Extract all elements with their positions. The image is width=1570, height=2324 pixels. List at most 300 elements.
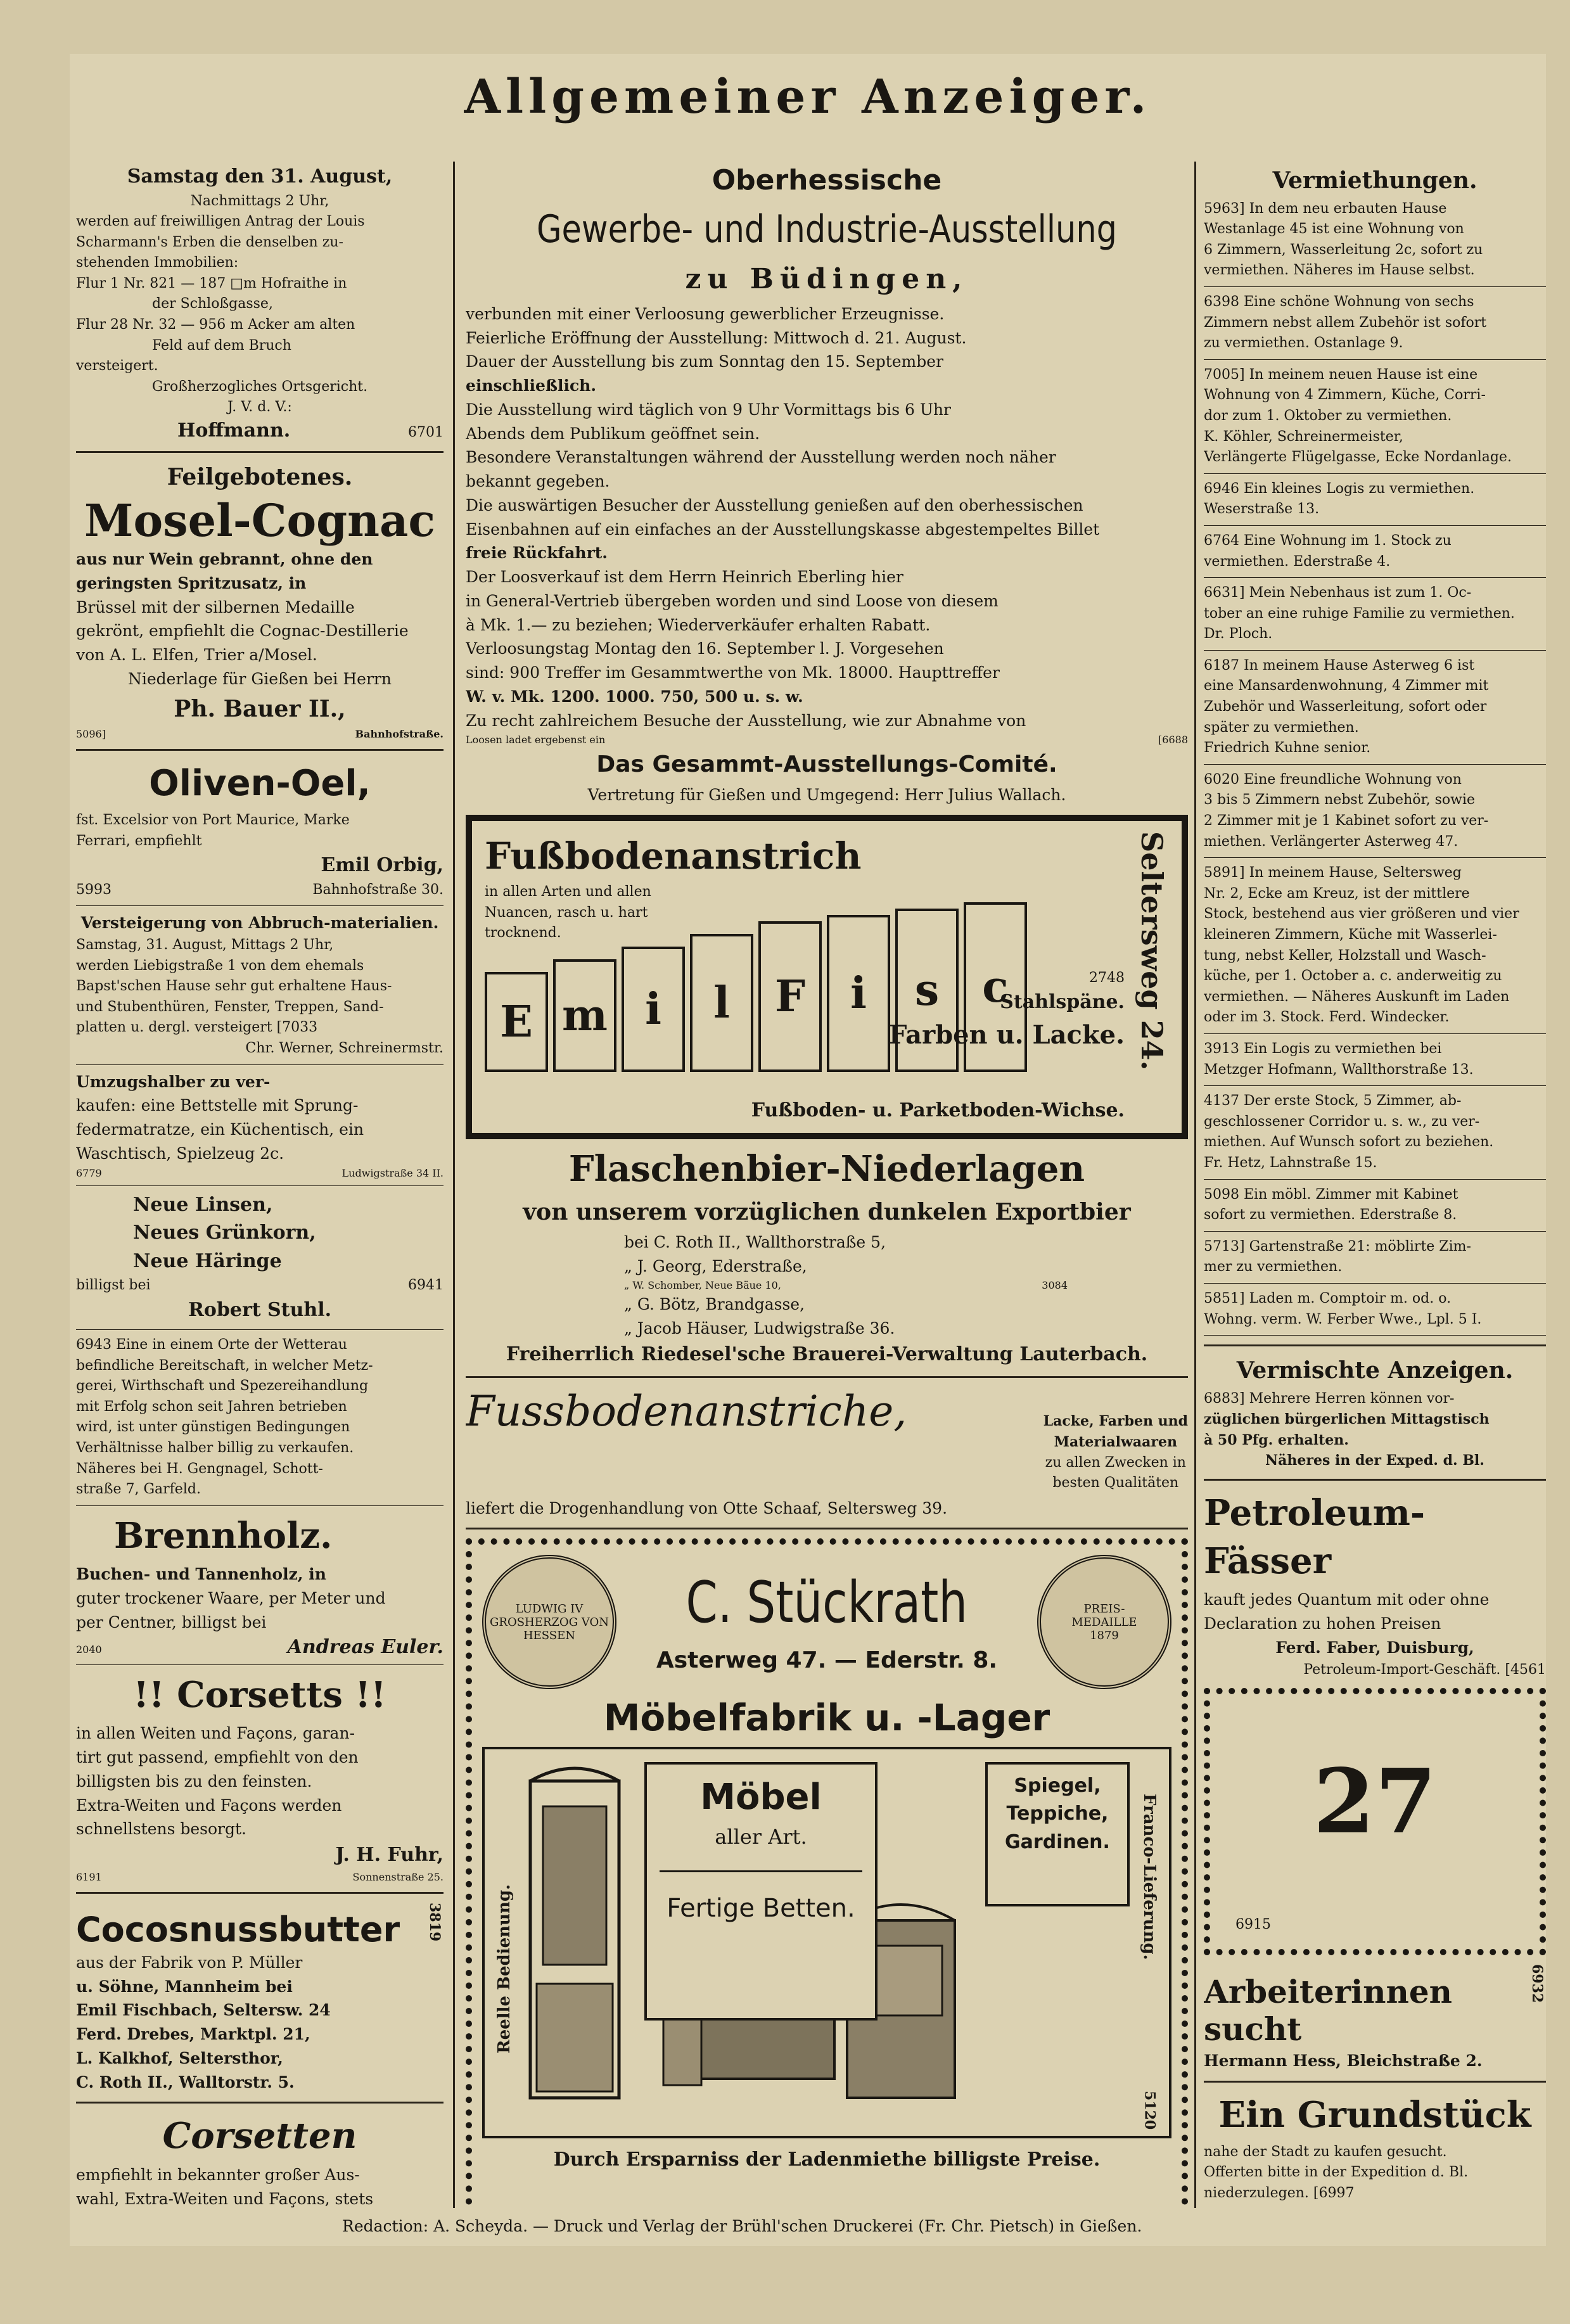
rental-line: Zubehör und Wasserleitung, sofort oder <box>1204 699 1487 715</box>
divider <box>76 1664 444 1665</box>
corsetts-line: in allen Weiten und Façons, garan- <box>76 1724 355 1743</box>
corsetten-line: wahl, Extra-Weiten und Façons, stets <box>76 2189 374 2208</box>
exhibition-line: verbunden mit einer Verloosung gewerblicher Erzeugnisse. <box>466 304 945 323</box>
ad-number: 6941 <box>408 1277 444 1293</box>
stueckrath-title: Möbelfabrik u. -Lager <box>603 1696 1050 1740</box>
auction-date: Samstag den 31. August, <box>127 165 393 188</box>
demolition-line: Bapst'schen Hause sehr gut erhaltene Haus- <box>76 978 392 995</box>
exhibition-line: W. v. Mk. 1200. 1000. 750, 500 u. s. w. <box>466 687 803 706</box>
corsetts-address: Sonnenstraße 25. <box>352 1870 444 1883</box>
rental-line: miethen. Verlängerter Asterweg 47. <box>1204 833 1458 850</box>
floor-paint-steelwool: Stahlspäne. <box>1000 991 1125 1014</box>
medal-right-icon <box>1037 1555 1171 1689</box>
newspaper-page <box>70 54 1546 2246</box>
ad-number: 6191 <box>76 1870 102 1883</box>
rental-ad <box>1204 366 1546 467</box>
workers-text: Hermann Hess, Bleichstraße 2. <box>1204 2052 1483 2071</box>
ad-number: 6779 <box>76 1166 102 1179</box>
rental-line: Nr. 2, Ecke am Kreuz, ist der mittlere <box>1204 885 1470 902</box>
corsetts-title: !! Corsetts !! <box>133 1673 386 1716</box>
schaaf-drugstore: liefert die Drogenhandlung von Otte Schaaf, Seltersweg 39. <box>466 1498 948 1517</box>
medal-left-icon <box>482 1555 616 1689</box>
divider <box>1204 1231 1546 1232</box>
exhibition-title: Gewerbe- und Industrie-Ausstellung <box>536 207 1118 252</box>
rental-ad <box>1204 532 1546 571</box>
corsetten-title: Corsetten <box>162 2115 357 2157</box>
stair-letter: l <box>690 934 753 1072</box>
mirror-label: Gardinen. <box>1005 1830 1110 1853</box>
exhibition-line: Der Loosverkauf ist dem Herrn Heinrich Eberling hier <box>466 568 903 587</box>
ad-number: 5096] <box>76 728 106 741</box>
rental-line: Weserstraße 13. <box>1204 501 1320 518</box>
exhibition-heading: Oberhessische <box>712 164 942 196</box>
auction-line: versteigert. <box>76 358 158 374</box>
corsetts-vendor: J. H. Fuhr, <box>335 1844 444 1867</box>
auction-line: Feld auf dem Bruch <box>152 337 291 354</box>
exhibition-line: in General-Vertrieb übergeben worden und sind Loose von diesem <box>466 591 999 610</box>
divider <box>1204 2081 1546 2083</box>
coconut-butter-ad <box>76 1903 444 2093</box>
divider <box>1204 577 1546 578</box>
rental-ad <box>1204 584 1546 644</box>
schaaf-ad <box>466 1387 1188 1519</box>
auction-line: Flur 1 Nr. 821 — 187 □m Hofraithe in <box>76 275 347 291</box>
divider <box>76 451 444 453</box>
petroleum-line: Petroleum-Import-Geschäft. [4561 <box>1303 1661 1546 1678</box>
business-line: Verhältnisse halber billig zu verkaufen. <box>76 1440 354 1457</box>
auction-line: Flur 28 Nr. 32 — 956 m Acker am alten <box>76 317 355 333</box>
business-line: befindliche Bereitschaft, in welcher Metz- <box>76 1357 373 1374</box>
stair-letter: F <box>758 921 822 1072</box>
divider <box>1204 857 1546 858</box>
business-line: Näheres bei H. Gengnagel, Schott- <box>76 1460 323 1477</box>
exhibition-line: Abends dem Publikum geöffnet sein. <box>466 424 760 443</box>
rental-line: Zimmern nebst allem Zubehör ist sofort <box>1204 314 1487 331</box>
ad-number: 6915 <box>1235 1916 1271 1932</box>
beer-depot: „ J. Georg, Ederstraße, <box>624 1256 807 1275</box>
rental-line: zu vermiethen. Ostanlage 9. <box>1204 335 1403 352</box>
demolition-line: Samstag, 31. August, Mittags 2 Uhr, <box>76 936 334 953</box>
demolition-title: Versteigerung von Abbruch-materialien. <box>80 914 439 933</box>
firewood-line: guter trockener Waare, per Meter und <box>76 1589 386 1608</box>
land-ad <box>1204 2091 1546 2202</box>
rental-line: sofort zu vermiethen. Ederstraße 8. <box>1204 1207 1457 1223</box>
exhibition-line: Die Ausstellung wird täglich von 9 Uhr Vormittags bis 6 Uhr <box>466 400 952 419</box>
divider <box>76 1064 444 1065</box>
stueckrath-name: C. Stückrath <box>686 1569 968 1637</box>
coconut-line: u. Söhne, Mannheim bei <box>76 1977 293 1996</box>
beer-depot: „ G. Bötz, Brandgasse, <box>624 1295 805 1314</box>
exhibition-line: Dauer der Ausstellung bis zum Sonntag den 15. September <box>466 352 943 371</box>
stueckrath-showroom <box>482 1747 1171 2138</box>
exhibition-line: Besondere Veranstaltungen während der Ausstellung werden noch näher <box>466 448 1056 467</box>
beds-label: Fertige Betten. <box>667 1893 855 1923</box>
column-rule-left <box>453 162 455 2208</box>
ad-number: [6688 <box>1158 734 1188 746</box>
ad-number: 2748 <box>1089 969 1125 986</box>
cognac-line: aus nur Wein gebrannt, ohne den <box>76 550 373 569</box>
corsetts-line: schnellstens besorgt. <box>76 1820 246 1839</box>
rental-line: Dr. Ploch. <box>1204 626 1273 642</box>
right-column <box>1204 162 1546 2208</box>
left-column <box>76 162 444 2208</box>
business-line: 6943 Eine in einem Orte der Wetterau <box>76 1337 347 1353</box>
moving-address: Ludwigstraße 34 II. <box>341 1166 444 1179</box>
rental-line: K. Köhler, Schreinermeister, <box>1204 428 1403 445</box>
exhibition-line: Die auswärtigen Besucher der Ausstellung genießen auf den oberhessischen <box>466 495 1083 514</box>
imprint-footer: Redaction: A. Scheyda. — Druck und Verlag der Brühl'schen Druckerei (Fr. Chr. Pietsch) in Gießen. <box>342 2217 1142 2236</box>
rental-line: 6631] Mein Nebenhaus ist zum 1. Oc- <box>1204 585 1472 601</box>
rental-line: 5851] Laden m. Comptoir m. od. o. <box>1204 1290 1452 1306</box>
business-line: wird, ist unter günstigen Bedingungen <box>76 1419 350 1436</box>
divider <box>1204 650 1546 651</box>
mirror-label: Teppiche, <box>1006 1803 1109 1825</box>
lunch-line: à 50 Pfg. erhalten. <box>1204 1431 1349 1448</box>
rental-line: Verlängerte Flügelgasse, Ecke Nordanlage. <box>1204 449 1512 466</box>
divider <box>1204 525 1546 526</box>
cognac-vendor: Ph. Bauer II., <box>174 695 346 722</box>
divider <box>1204 1033 1546 1034</box>
exhibition-place: zu Büdingen, <box>685 263 969 296</box>
rentals-list <box>1204 200 1546 1336</box>
auction-line: Scharmann's Erben die denselben zu- <box>76 234 343 250</box>
lentils-item: Neue Linsen, <box>133 1193 273 1216</box>
coconut-line: C. Roth II., Walltorstr. 5. <box>76 2072 295 2091</box>
lentils-item: Neue Häringe <box>133 1249 282 1272</box>
divider <box>1204 286 1546 287</box>
petroleum-line: Declaration zu hohen Preisen <box>1204 1614 1441 1633</box>
ad-number: 3084 <box>1042 1279 1068 1292</box>
rental-line: 2 Zimmer mit je 1 Kabinet sofort zu ver- <box>1204 813 1489 829</box>
rental-line: 4137 Der erste Stock, 5 Zimmer, ab- <box>1204 1093 1462 1109</box>
rental-ad <box>1204 1092 1546 1172</box>
lentils-note: billigst bei <box>76 1277 151 1293</box>
rental-line: Westanlage 45 ist eine Wohnung von <box>1204 221 1464 238</box>
rental-ad <box>1204 293 1546 353</box>
coconut-line: L. Kalkhof, Seltersthor, <box>76 2048 283 2067</box>
ad-number: 2040 <box>76 1643 102 1656</box>
ad-number: 6701 <box>408 425 444 441</box>
business-line: mit Erfolg schon seit Jahren betrieben <box>76 1398 347 1415</box>
corsetts-line: billigsten bis zu den feinsten. <box>76 1772 312 1791</box>
beer-depot: „ W. Schomber, Neue Bäue 10, <box>624 1279 781 1292</box>
olive-oil-vendor: Emil Orbig, <box>321 854 444 877</box>
auction-sign: Großherzogliches Ortsgericht. <box>151 378 368 395</box>
mirror-label: Spiegel, <box>1014 1774 1101 1797</box>
lunch-line: 6883] Mehrere Herren können vor- <box>1204 1390 1455 1407</box>
exhibition-line: bekannt gegeben. <box>466 472 610 491</box>
rental-ad <box>1204 1238 1546 1277</box>
rental-line: Friedrich Kuhne senior. <box>1204 740 1371 757</box>
floor-paint-colors: Farben u. Lacke. <box>888 1019 1125 1050</box>
moving-line: kaufen: eine Bettstelle mit Sprung- <box>76 1096 359 1115</box>
column-rule-right <box>1194 162 1196 2208</box>
mirror-panel <box>985 1762 1130 1906</box>
cognac-title: Mosel-Cognac <box>84 494 435 547</box>
petroleum-ad <box>1204 1490 1546 1679</box>
firewood-vendor: Andreas Euler. <box>287 1635 444 1658</box>
petroleum-title: Petroleum-Fässer <box>1204 1492 1426 1582</box>
rental-line: 6 Zimmern, Wasserleitung 2c, sofort zu <box>1204 241 1483 258</box>
rental-line: dor zum 1. Oktober zu vermiethen. <box>1204 407 1452 424</box>
beer-depot: „ Jacob Häuser, Ludwigstraße 36. <box>624 1319 895 1338</box>
rental-ad <box>1204 480 1546 519</box>
cognac-line: gekrönt, empfiehlt die Cognac-Destillerie <box>76 622 409 641</box>
divider <box>1204 473 1546 474</box>
stair-letter: s <box>895 909 959 1072</box>
moving-line: federmatratze, ein Küchentisch, ein <box>76 1120 364 1139</box>
exhibition-line: Loosen ladet ergebenst ein <box>466 734 606 746</box>
olive-oil-title: Oliven-Oel, <box>149 763 371 805</box>
beer-brewery: Freiherrlich Riedesel'sche Brauerei-Verwaltung Lauterbach. <box>506 1343 1148 1365</box>
stueckrath-address: Asterweg 47. — Ederstr. 8. <box>656 1647 998 1673</box>
stair-letter: i <box>622 947 685 1072</box>
divider <box>1204 764 1546 765</box>
corsetts-line: Extra-Weiten und Façons werden <box>76 1796 342 1815</box>
auction-sign: J. V. d. V.: <box>227 399 292 416</box>
cognac-ad <box>76 496 444 740</box>
moving-line: Waschtisch, Spielzeug 2c. <box>76 1144 284 1163</box>
rental-line: eine Mansardenwohnung, 4 Zimmer mit <box>1204 678 1489 694</box>
moebel-label: Möbel <box>700 1776 822 1818</box>
divider <box>466 1376 1188 1378</box>
rental-ad <box>1204 1040 1546 1079</box>
ad-number: 3819 <box>426 1902 443 1941</box>
demolition-line: platten u. dergl. versteigert [7033 <box>76 1019 318 1036</box>
divider <box>1204 1085 1546 1086</box>
coconut-line: aus der Fabrik von P. Müller <box>76 1953 303 1972</box>
business-sale-ad <box>76 1336 444 1499</box>
moebel-sub: aller Art. <box>715 1825 807 1849</box>
petroleum-line: Ferd. Faber, Duisburg, <box>1275 1638 1474 1657</box>
rental-line: 3913 Ein Logis zu vermiethen bei <box>1204 1040 1442 1057</box>
firewood-line: Buchen- und Tannenholz, in <box>76 1565 326 1584</box>
floor-paint-sub: trocknend. <box>485 925 561 942</box>
coconut-title: Cocosnussbutter <box>76 1909 400 1950</box>
corsetten-ad <box>76 2112 444 2208</box>
rental-line: Fr. Hetz, Lahnstraße 15. <box>1204 1154 1377 1171</box>
cognac-line: geringsten Spritzusatz, in <box>76 573 307 592</box>
rental-line: küche, per 1. October a. c. anderweitig zu <box>1204 968 1502 985</box>
rental-line: vermiethen. Ederstraße 4. <box>1204 553 1391 570</box>
divider <box>76 905 444 906</box>
rental-line: 5713] Gartenstraße 21: möblirte Zim- <box>1204 1238 1471 1255</box>
rental-line: vermiethen. — Näheres Auskunft im Laden <box>1204 988 1510 1005</box>
exhibition-line: Verloosungstag Montag den 16. September l. J. Vorgesehen <box>466 639 944 658</box>
cognac-line: Brüssel mit der silbernen Medaille <box>76 597 355 616</box>
ad-number: 5120 <box>1141 2090 1158 2129</box>
divider <box>76 1329 444 1330</box>
firewood-title: Brennholz. <box>114 1514 333 1557</box>
exhibition-line: sind: 900 Treffer im Gesammtwerthe von Mk. 18000. Haupttreffer <box>466 663 1000 682</box>
moebel-panel <box>644 1762 878 2021</box>
rental-line: 5963] In dem neu erbauten Hause <box>1204 200 1447 217</box>
rental-line: 6398 Eine schöne Wohnung von sechs <box>1204 293 1474 310</box>
lunch-line: Näheres in der Exped. d. Bl. <box>1265 1452 1484 1469</box>
medal-right-text: 1879 <box>1090 1628 1119 1642</box>
masthead: Allgemeiner Anzeiger. <box>464 70 1152 124</box>
firewood-line: per Centner, billigst bei <box>76 1612 267 1631</box>
medal-left-text: LUDWIG IV GROSHERZOG VON HESSEN <box>490 1602 609 1642</box>
auction-ad <box>76 164 444 442</box>
rental-line: 5098 Ein möbl. Zimmer mit Kabinet <box>1204 1186 1458 1203</box>
stair-letter: E <box>485 972 548 1072</box>
corsetts-ad <box>76 1671 444 1883</box>
auction-line: Nachmittags 2 Uhr, <box>190 193 329 209</box>
rental-line: 6187 In meinem Hause Asterweg 6 ist <box>1204 657 1475 674</box>
olive-oil-address: Bahnhofstraße 30. <box>312 881 444 898</box>
box-27-number: 27 <box>1313 1750 1437 1855</box>
lunch-line: züglichen bürgerlichen Mittagstisch <box>1204 1411 1490 1428</box>
exhibition-line: Feierliche Eröffnung der Ausstellung: Mittwoch d. 21. August. <box>466 328 967 347</box>
rental-line: Metzger Hofmann, Wallthorstraße 13. <box>1204 1061 1474 1078</box>
rental-line: 7005] In meinem neuen Hause ist eine <box>1204 366 1478 383</box>
land-line: niederzulegen. [6997 <box>1204 2185 1355 2201</box>
rental-line: 6764 Eine Wohnung im 1. Stock zu <box>1204 532 1452 549</box>
floor-paint-sub: Nuancen, rasch u. hart <box>485 904 648 921</box>
stueckrath-right-side: Franco-Lieferung. <box>1140 1793 1159 1960</box>
stair-letter: m <box>553 959 616 1072</box>
rental-line: tung, nebst Keller, Holzstall und Wasch- <box>1204 947 1486 964</box>
rental-line: tober an eine ruhige Familie zu vermiethen. <box>1204 605 1515 622</box>
olive-oil-line: Ferrari, empfiehlt <box>76 833 202 849</box>
stueckrath-slogan: Durch Ersparniss der Ladenmiethe billigste Preise. <box>553 2148 1101 2171</box>
exhibition-line: Eisenbahnen auf ein einfaches an der Ausstellungskasse abgestempeltes Billet <box>466 520 1100 539</box>
schaaf-script-title: Fussbodenanstriche, <box>466 1387 907 1436</box>
divider <box>76 1185 444 1186</box>
stueckrath-left-side: Reelle Bedienung. <box>495 1884 514 2053</box>
floor-paint-ad <box>466 815 1188 1139</box>
rental-line: vermiethen. Näheres im Hause selbst. <box>1204 262 1475 279</box>
moving-line: Umzugshalber zu ver- <box>76 1072 271 1091</box>
ad-number: 5993 <box>76 881 112 898</box>
exhibition-line: einschließlich. <box>466 376 597 395</box>
medal-right-text: PREIS- <box>1083 1602 1125 1616</box>
divider <box>1204 1179 1546 1180</box>
land-line: Offerten bitte in der Expedition d. Bl. <box>1204 2164 1469 2181</box>
schaaf-line: zu allen Zwecken in <box>1045 1454 1186 1471</box>
exhibition-line: freie Rückfahrt. <box>466 544 608 563</box>
petroleum-line: kauft jedes Quantum mit oder ohne <box>1204 1590 1490 1609</box>
floor-paint-title: Fußbodenanstrich <box>485 834 862 878</box>
rental-line: Wohng. verm. W. Ferber Wwe., Lpl. 5 I. <box>1204 1311 1482 1327</box>
demolition-auction-ad <box>76 912 444 1057</box>
exhibition-agent: Vertretung für Gießen und Umgegend: Herr Julius Wallach. <box>587 785 1066 804</box>
rental-line: oder im 3. Stock. Ferd. Windecker. <box>1204 1009 1450 1026</box>
rental-line: 6020 Eine freundliche Wohnung von <box>1204 771 1462 788</box>
olive-oil-line: fst. Excelsior von Port Maurice, Marke <box>76 812 350 828</box>
lunch-table-ad <box>1204 1390 1546 1470</box>
demolition-line: werden Liebigstraße 1 von dem ehemals <box>76 957 364 974</box>
business-line: gerei, Wirthschaft und Spezereihandlung <box>76 1378 369 1395</box>
exhibition-line: à Mk. 1.— zu beziehen; Wiederverkäufer erhalten Rabatt. <box>466 615 931 634</box>
floor-paint-sub: in allen Arten und allen <box>485 883 651 900</box>
divider <box>1204 1283 1546 1284</box>
cognac-address: Bahnhofstraße. <box>355 728 444 741</box>
rental-ad <box>1204 864 1546 1027</box>
corsetts-line: tirt gut passend, empfiehlt von den <box>76 1748 359 1767</box>
cognac-line: Niederlage für Gießen bei Herrn <box>128 669 392 688</box>
rental-line: miethen. Auf Wunsch sofort zu beziehen. <box>1204 1134 1494 1151</box>
auction-text <box>76 193 444 376</box>
auction-line: stehenden Immobilien: <box>76 255 239 271</box>
lentils-item: Neues Grünkorn, <box>133 1222 316 1244</box>
rental-line: Stock, bestehend aus vier größeren und vier <box>1204 906 1519 923</box>
land-title: Ein Grundstück <box>1218 2094 1531 2136</box>
workers-title: Arbeiterinnen sucht <box>1204 1973 1453 2048</box>
section-heading: Vermiethungen. <box>1272 167 1477 194</box>
moving-sale-ad <box>76 1071 444 1179</box>
rental-line: 5891] In meinem Hause, Seltersweg <box>1204 865 1462 881</box>
auction-line: werden auf freiwilligen Antrag der Louis <box>76 214 365 230</box>
stair-letter: i <box>827 915 890 1072</box>
land-line: nahe der Stadt zu kaufen gesucht. <box>1204 2143 1447 2160</box>
rental-line: später zu vermiethen. <box>1204 719 1359 736</box>
rental-line: kleineren Zimmern, Küche mit Wasserlei- <box>1204 927 1497 943</box>
rental-ad <box>1204 1186 1546 1225</box>
section-heading: Feilgebotenes. <box>167 463 353 490</box>
firewood-ad <box>76 1512 444 1658</box>
schaaf-line: Materialwaaren <box>1054 1433 1177 1450</box>
medal-right-text: MEDAILLE <box>1071 1615 1137 1629</box>
box-27-ad <box>1204 1688 1546 1955</box>
divider <box>76 2102 444 2104</box>
coconut-line: Ferd. Drebes, Marktpl. 21, <box>76 2025 310 2044</box>
auction-signer: Hoffmann. <box>177 419 291 442</box>
cognac-line: von A. L. Elfen, Trier a/Mosel. <box>76 646 317 665</box>
stair-letter: c <box>964 902 1027 1072</box>
rental-ad <box>1204 200 1546 280</box>
floor-paint-wax: Fußboden- u. Parketboden-Wichse. <box>751 1099 1125 1122</box>
demolition-line: und Stubenthüren, Fenster, Treppen, Sand- <box>76 999 384 1015</box>
rental-line: 3 bis 5 Zimmern nebst Zubehör, sowie <box>1204 792 1476 808</box>
beer-ad <box>466 1146 1188 1368</box>
beer-depot: bei C. Roth II., Wallthorstraße 5, <box>624 1232 886 1251</box>
stueckrath-furniture-ad <box>466 1538 1188 2208</box>
beer-title: Flaschenbier-Niederlagen <box>568 1147 1085 1190</box>
demolition-sign: Chr. Werner, Schreinermstr. <box>245 1040 444 1056</box>
divider <box>1204 359 1546 360</box>
divider <box>1204 1335 1546 1336</box>
rental-ad <box>1204 771 1546 851</box>
exhibition-ad <box>466 162 1188 806</box>
divider <box>76 1892 444 1894</box>
schaaf-line: Lacke, Farben und <box>1043 1413 1188 1430</box>
coconut-line: Emil Fischbach, Seltersw. 24 <box>76 2001 331 2020</box>
lentils-vendor: Robert Stuhl. <box>188 1298 332 1321</box>
rental-line: mer zu vermiethen. <box>1204 1259 1343 1275</box>
rental-line: Wohnung von 4 Zimmern, Küche, Corri- <box>1204 387 1486 404</box>
olive-oil-ad <box>76 760 444 899</box>
beer-subtitle: von unserem vorzüglichen dunkelen Exportbier <box>523 1199 1131 1226</box>
divider <box>76 749 444 751</box>
rental-line: 6946 Ein kleines Logis zu vermiethen. <box>1204 480 1475 497</box>
lentils-ad <box>76 1192 444 1324</box>
ad-number: 6932 <box>1529 1964 1545 2003</box>
corsetten-line: empfiehlt in bekannter großer Aus- <box>76 2165 360 2184</box>
exhibition-committee: Das Gesammt-Ausstellungs-Comité. <box>596 751 1057 778</box>
rental-ad <box>1204 657 1546 758</box>
rental-line: geschlossener Corridor u. s. w., zu ver- <box>1204 1113 1480 1130</box>
rental-ad <box>1204 1290 1546 1329</box>
divider <box>76 1505 444 1506</box>
divider <box>466 1528 1188 1529</box>
middle-column <box>466 162 1188 2208</box>
divider <box>1204 1479 1546 1481</box>
divider <box>1204 1344 1546 1346</box>
exhibition-line: Zu recht zahlreichem Besuche der Ausstellung, wie zur Abnahme von <box>466 711 1026 730</box>
business-line: straße 7, Garfeld. <box>76 1481 201 1498</box>
